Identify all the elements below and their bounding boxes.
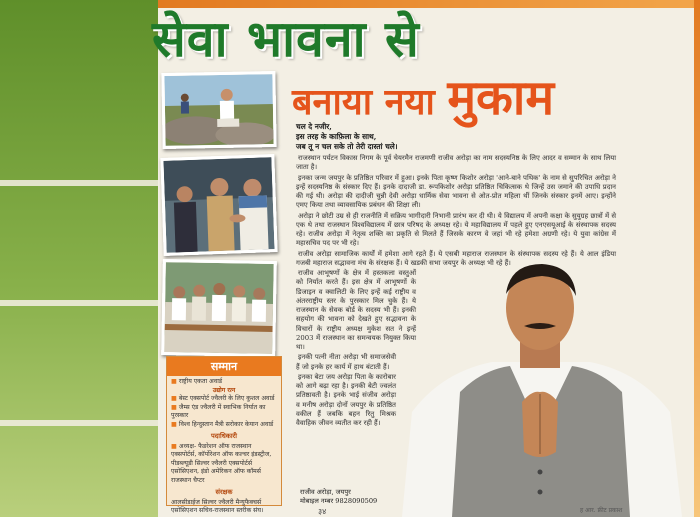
- headline-line-2a: बनाया नया: [292, 82, 448, 123]
- honours-third-list: [167, 497, 281, 517]
- bullet-icon: ■: [171, 420, 177, 428]
- photo-group-meeting: [161, 259, 277, 357]
- honours-sub-item: ■ अध्यक्ष- फैडरेशन ऑफ राजस्थान एक्सपोर्टर्स, कॉर्पोरेशन ऑफ कल्चर इंडस्ट्रीज, पीडब्ल्यूडी सिल्वर ज्वैलरी एक्सपोर्टर्स एसोसिएशन, इंडो अमेरिकन ऑफ कॉमर्स राजस्थान चैप्टर: [171, 442, 272, 484]
- band-stripe: [0, 180, 158, 186]
- headline-line-2: [292, 64, 697, 126]
- signature-name: राजीव अरोड़ा, जयपुर: [300, 488, 351, 496]
- honours-list: [167, 376, 281, 432]
- page-number: ३४: [318, 507, 327, 516]
- honours-box: [166, 356, 282, 515]
- honours-item: उद्योग रत्न: [212, 386, 236, 394]
- top-stripe: [158, 0, 700, 8]
- article-paragraph: राजस्थान पर्यटन विकास निगम के पूर्व चेयरमैन राजमणी राजीव अरोड़ा का नाम सदस्यनिष्ठ के लिए आदर व सम्मान के साथ लिया जाता है।: [296, 154, 616, 172]
- article-paragraph: इनका जन्म जयपुर के प्रतिष्ठित परिवार में हुआ। इनके पिता कृष्ण किशोर अरोड़ा 'आने-बाने पथिक' के नाम से सुपरिचित अरोड़ा ने इन्हें सदस्यनिष्ठ के संस्कार दिए हैं। इनके दादाजी डा. रूपकिशोर अरोड़ा प्रतिष्ठित चिकित्सक थे जिन्हें उस जमाने की उपाधि प्रदान की गई थी। अरोड़ा की दादीजी चुन्नी देवी अरोड़ा धार्मिक सेवा भावना से ओत-प्रोत महिला थीं जिनके संस्कार इनमें आए। इन्होंने एमए किया तथा व्यावसायिक प्रबंधन की शिक्षा ली।: [296, 173, 616, 210]
- honours-third-item: आलसीडाईज सिल्वर ज्वैलरी मैन्युफैक्चर्स एसोसिएशन सचिव-राजस्थान स्तरीक संघ।: [171, 498, 264, 515]
- article-paragraph: इनकी पत्नी नीता अरोड़ा भी समाजसेवी हैं जो इनके हर कार्य में हाथ बंटाती हैं।: [296, 353, 396, 371]
- signature-block: [300, 488, 440, 506]
- photo-handshake-image: [163, 157, 274, 253]
- bullet-icon: ■: [171, 378, 177, 385]
- honours-item: ■ विश्व हिन्दुस्तान मैत्री सरोकार केयान अवार्ड: [171, 420, 274, 428]
- honours-item: ■ जैम्स एंड ज्वैलरी में स्वाभिक निर्यात का पुरस्कार: [171, 403, 266, 420]
- article-paragraph: इनका बेटा जय अरोड़ा पिता के कारोबार को आगे बढ़ा रहा है। इनकी बेटी ज्वलंत प्रतिष्ठावती है। इनके भाई संजीव अरोड़ा व मनीष अरोड़ा दोनों जयपुर के प्रतिष्ठित वकील हैं जबकि बहन रितु मिश्रक वैवाहिक जीवन व्यतीत कर रही हैं।: [296, 372, 396, 427]
- article-paragraph: राजीव अरोड़ा सामाजिक कार्यों में हमेशा आगे रहते हैं। ये एसबी महाराज राजस्थान के संस्थापक सदस्य रहे हैं। ये आल इंडिया गजबी महाराज सद्भावना मंच के संरक्षक हैं। ये खडकी सभा जयपुर के अध्यक्ष भी रहे हैं।: [296, 249, 616, 267]
- honours-item: ■ राष्ट्रीय एकता अवार्ड: [171, 378, 223, 385]
- article-paragraph: राजीव आभूषणों के क्षेत्र में हस्तकला वस्तुओं को निर्यात करते हैं। इस क्षेत्र में आभूषणों के डिजाइन व क्वालिटी के लिए इन्हें कई राष्ट्रीय व अंतरराष्ट्रीय स्तर के पुरस्कार मिल चुके हैं। ये राजस्थान के सेवक बोर्ड के सदस्य भी हैं। इनकी सहयोग की भावना को देखते हुए सद्भावना के विचारों के राष्ट्रीय अध्यक्ष मुकेश सत ने इन्हें 2003 में राजस्थान का समन्वयक नियुक्त किया था।: [296, 269, 416, 351]
- honours-third-title: संरक्षक: [215, 487, 233, 496]
- left-color-band: [0, 0, 158, 517]
- photo-handshake: [160, 154, 277, 256]
- band-stripe: [0, 420, 158, 426]
- article-quote: चल दे नजीर, इस तरह के काफ़िला के साथ, जब तू न चल सके तो तेरी दास्तां चले।: [296, 122, 398, 151]
- photo-credit: ह आर. फ्रीट प्रकाश: [580, 507, 623, 514]
- signature-mobile: मोबाइल नम्बर 9828090509: [300, 497, 378, 505]
- bullet-icon: ■: [171, 403, 177, 411]
- honours-subtitle: पदाधिकारी: [211, 431, 237, 440]
- honours-title: सम्मान: [167, 357, 281, 376]
- honours-sub-list: [167, 441, 281, 488]
- portrait-namaste: [382, 262, 700, 517]
- bullet-icon: ■: [171, 442, 177, 450]
- band-stripe: [0, 300, 158, 306]
- headline-line-2b: मुकाम: [447, 70, 555, 126]
- headline-line-1: सेवा भावना से: [152, 10, 420, 68]
- bullet-icon: ■: [171, 395, 177, 403]
- photo-group-meeting-image: [164, 262, 274, 354]
- portrait-namaste-image: [382, 262, 700, 517]
- photo-outdoor-rocks: [161, 71, 276, 149]
- photo-outdoor-rocks-image: [164, 74, 273, 146]
- article-paragraph: अरोड़ा ने छोटी उम्र से ही राजनीति में सक्रिय भागीदारी निभानी प्रारंभ कर दी थी। ये विद्यालय में अपनी कक्षा के सुयुग्रह छात्रों में से एक थे तथा राजस्थान विश्वविद्यालय में छात्र परिषद के अध्यक्ष रहे। ये महाविद्यालय में पहले हुए एनएसयूआई के संस्थापक सदस्य रहे। राजीव अरोड़ा में नेतृत्व शक्ति का प्रकृति से मिलते हैं जिसके कारण वे जहां भी रहे हमेशा अग्रणी रहे। ये युवा कांग्रेस में महासचिव पद पर भी रहे।: [296, 211, 616, 248]
- honours-item: ■ बेस्ट एक्सपोर्ट ज्वैलरी के लिए कुशल अवार्ड: [171, 395, 275, 403]
